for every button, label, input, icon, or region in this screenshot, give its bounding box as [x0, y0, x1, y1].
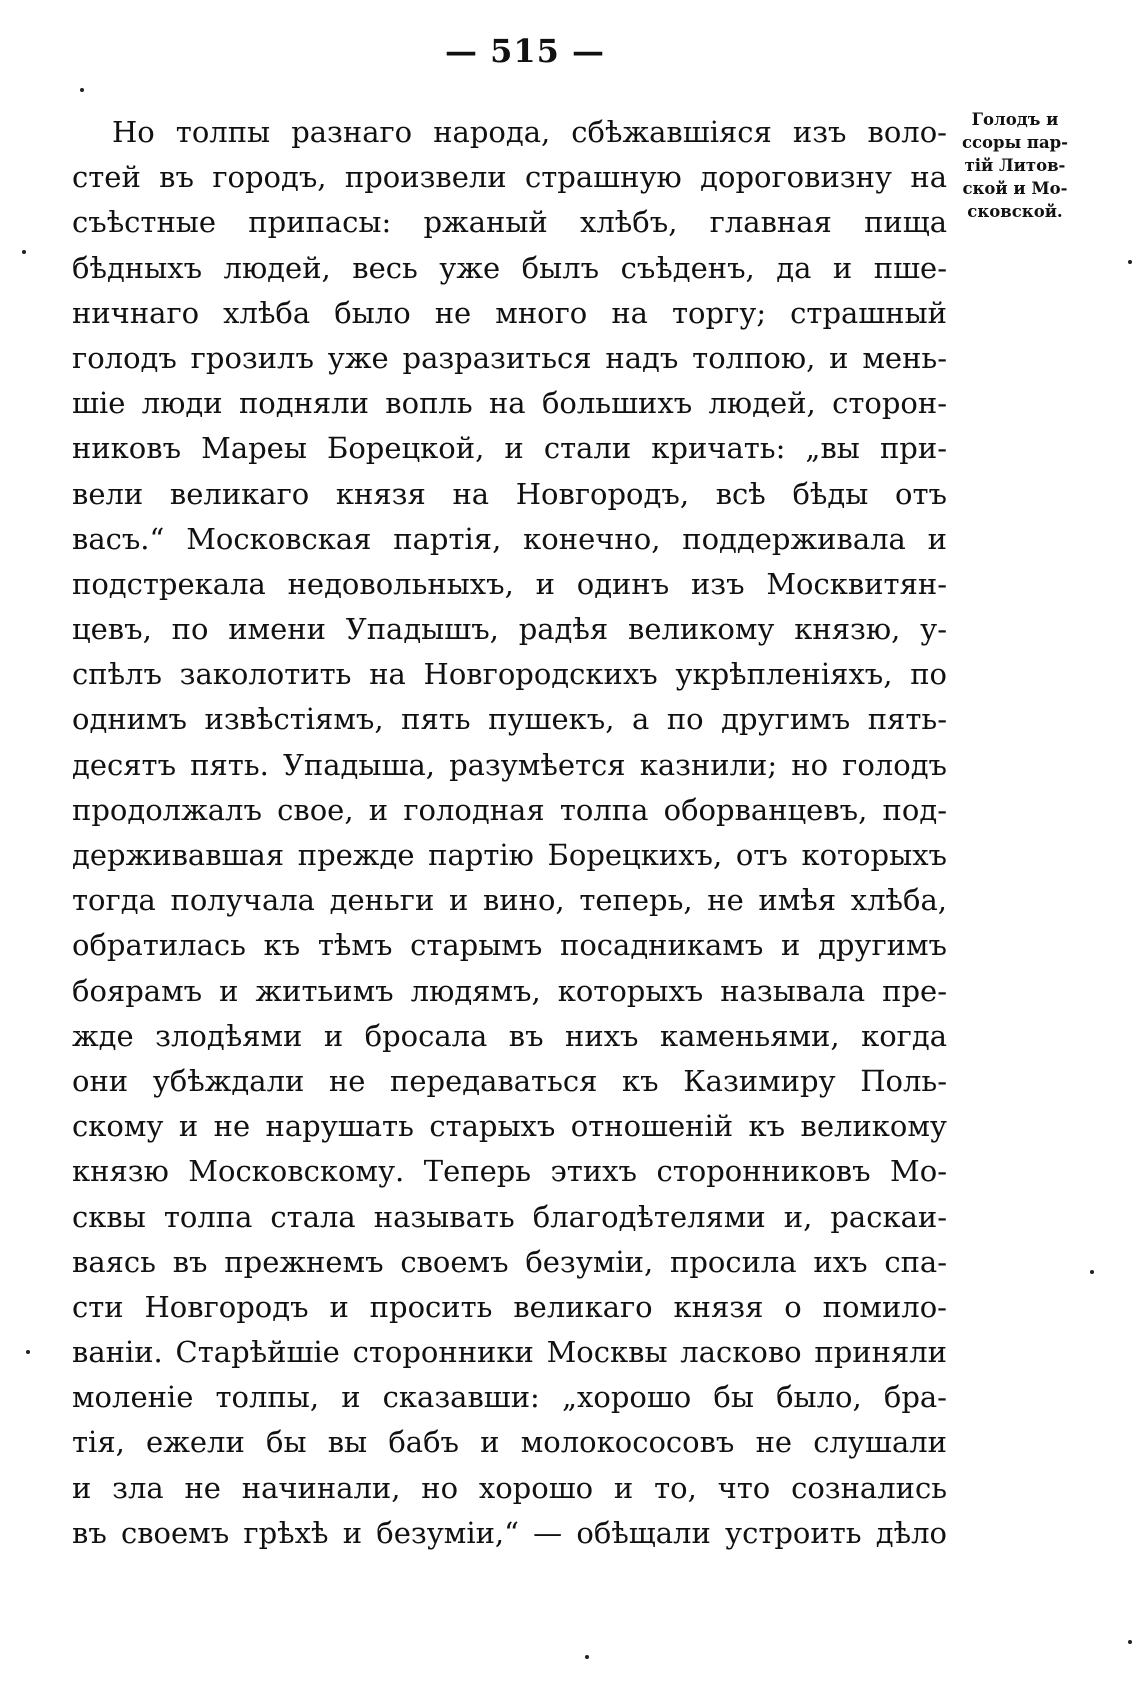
- text-line: въ своемъ грѣхѣ и безуміи,“ — обѣщали устроить дѣло: [72, 1515, 947, 1550]
- scan-speck: [1090, 1270, 1094, 1274]
- scan-speck: [22, 250, 26, 254]
- scan-speck: [1128, 260, 1132, 264]
- text-line: обратилась къ тѣмъ старымъ посадникамъ и другимъ: [72, 928, 947, 963]
- scan-speck: [80, 88, 84, 92]
- text-line: тія, ежели бы вы бабъ и молокососовъ не слушали: [72, 1425, 947, 1460]
- margin-note-line: ссоры пар-: [961, 133, 1069, 152]
- text-line: сквы толпа стала называть благодѣтелями и, раскаи-: [72, 1199, 947, 1234]
- text-line: васъ.“ Московская партія, конечно, поддерживала и: [72, 521, 947, 556]
- text-line: ничнаго хлѣба было не много на торгу; страшный: [72, 295, 947, 330]
- text-line: они убѣждали не передаваться къ Казимиру Поль-: [72, 1063, 947, 1098]
- text-line: князю Московскому. Теперь этихъ сторонниковъ Мо-: [72, 1154, 947, 1189]
- text-line: бѣдныхъ людей, весь уже былъ съѣденъ, да и пше-: [72, 250, 947, 285]
- text-line: ваніи. Старѣйшіе сторонники Москвы ласково приняли: [72, 1335, 947, 1370]
- page-number: — 515 —: [444, 32, 606, 70]
- margin-note-line: ской и Мо-: [962, 179, 1068, 198]
- text-line: десятъ пять. Упадыша, разумѣется казнили; но голодъ: [72, 747, 947, 782]
- text-line: спѣлъ заколотить на Новгородскихъ укрѣпленіяхъ, по: [72, 657, 947, 692]
- scan-speck: [26, 1350, 30, 1354]
- scan-speck: [585, 1655, 589, 1659]
- text-line: боярамъ и житьимъ людямъ, которыхъ называла пре-: [72, 973, 947, 1008]
- text-line: вели великаго князя на Новгородъ, всѣ бѣды отъ: [72, 476, 947, 511]
- scan-speck: [1128, 1640, 1132, 1644]
- text-line: голодъ грозилъ уже разразиться надъ толпою, и мень-: [72, 340, 947, 375]
- text-line: держивавшая прежде партію Борецкихъ, отъ которыхъ: [72, 838, 947, 872]
- text-line: ваясь въ прежнемъ своемъ безуміи, просила ихъ спа-: [72, 1244, 947, 1279]
- margin-note-line: сковской.: [967, 202, 1063, 221]
- margin-note-line: Голодъ и: [971, 110, 1059, 129]
- text-line: продолжалъ свое, и голодная толпа оборванцевъ, под-: [72, 792, 947, 827]
- text-line: Но толпы разнаго народа, сбѣжавшіяся изъ воло-: [112, 115, 947, 149]
- text-line: сти Новгородъ и просить великаго князя о помило-: [72, 1289, 947, 1324]
- text-line: стей въ городъ, произвели страшную дороговизну на: [72, 160, 947, 195]
- text-line: скому и не нарушать старыхъ отношеній къ великому: [72, 1109, 947, 1144]
- text-line: съѣстные припасы: ржаный хлѣбъ, главная пища: [72, 205, 947, 240]
- text-line: и зла не начинали, но хорошо и то, что сознались: [72, 1470, 947, 1505]
- text-line: тогда получала деньги и вино, теперь, не имѣя хлѣба,: [72, 883, 947, 918]
- text-line: шіе люди подняли вопль на большихъ людей, сторон-: [72, 386, 947, 421]
- body-text: [72, 110, 947, 1556]
- text-line: никовъ Мареы Борецкой, и стали кричать: „вы при-: [72, 431, 947, 466]
- text-line: моленіе толпы, и сказавши: „хорошо бы было, бра-: [72, 1380, 947, 1415]
- margin-note: [955, 108, 1075, 223]
- text-line: жде злодѣями и бросала въ нихъ каменьями, когда: [72, 1018, 947, 1053]
- text-line: подстрекала недовольныхъ, и одинъ изъ Москвитян-: [72, 566, 947, 601]
- text-line: цевъ, по имени Упадышъ, радѣя великому князю, у-: [72, 612, 947, 647]
- margin-note-line: тій Литов-: [964, 156, 1066, 175]
- text-line: однимъ извѣстіямъ, пять пушекъ, а по другимъ пять-: [72, 702, 947, 737]
